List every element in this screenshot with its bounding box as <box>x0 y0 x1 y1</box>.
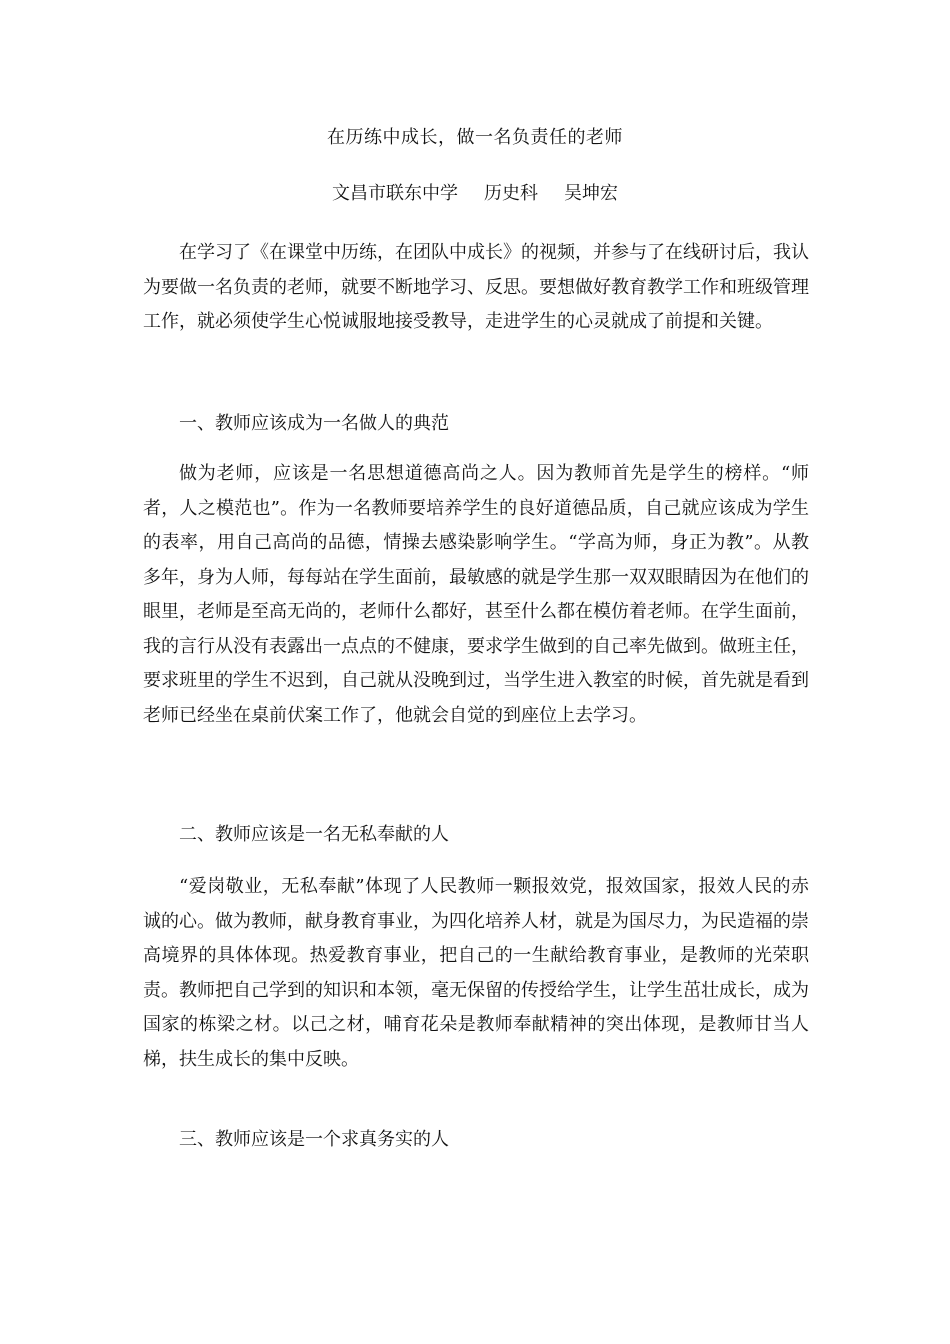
byline <box>0 180 950 208</box>
section-body-2: “爱岗敬业，无私奉献”体现了人民教师一颗报效党，报效国家，报效人民的赤诚的心。做为教师，献身教育事业，为四化培养人材，就是为国尽力，为民造福的崇高境界的具体体现。热爱教育事业，把自己的一生献给教育事业，是教师的光荣职责。教师把自己学到的知识和本领，毫无保留的传授给学生，让学生茁壮成长，成为国家的栋梁之材。以己之材，哺育花朵是教师奉献精神的突出体现，是教师甘当人梯，扶生成长的集中反映。 <box>143 876 809 1070</box>
intro-block <box>143 236 809 340</box>
section-heading-2: 二、教师应该是一名无私奉献的人 <box>179 824 449 845</box>
byline-author: 吴坤宏 <box>564 183 618 204</box>
section-body-block-1 <box>143 457 809 733</box>
section-body-1: 做为老师，应该是一名思想道德高尚之人。因为教师首先是学生的榜样。“师者，人之模范也”。作为一名教师要培养学生的良好道德品质，自己就应该成为学生的表率，用自己高尚的品德，情操去感染影响学生。“学高为师，身正为教”。从教多年，身为人师，每每站在学生面前，最敏感的就是学生那一双双眼睛因为在他们的眼里，老师是至高无尚的，老师什么都好，甚至什么都在模仿着老师。在学生面前，我的言行从没有表露出一点点的不健康，要求学生做到的自己率先做到。做班主任，要求班里的学生不迟到，自己就从没晚到过，当学生进入教室的时候，首先就是看到老师已经坐在桌前伏案工作了，他就会自觉的到座位上去学习。 <box>143 463 809 726</box>
byline-school: 文昌市联东中学 <box>332 183 458 204</box>
section-heading-3: 三、教师应该是一个求真务实的人 <box>179 1129 449 1150</box>
section-body-block-2 <box>143 870 809 1077</box>
byline-subject: 历史科 <box>484 183 538 204</box>
intro-paragraph: 在学习了《在课堂中历练，在团队中成长》的视频，并参与了在线研讨后，我认为要做一名负责的老师，就要不断地学习、反思。要想做好教育教学工作和班级管理工作，就必须使学生心悦诚服地接受教导，走进学生的心灵就成了前提和关键。 <box>143 242 809 332</box>
section-heading-1: 一、教师应该成为一名做人的典范 <box>179 413 449 434</box>
document-title: 在历练中成长，做一名负责任的老师 <box>327 127 623 148</box>
